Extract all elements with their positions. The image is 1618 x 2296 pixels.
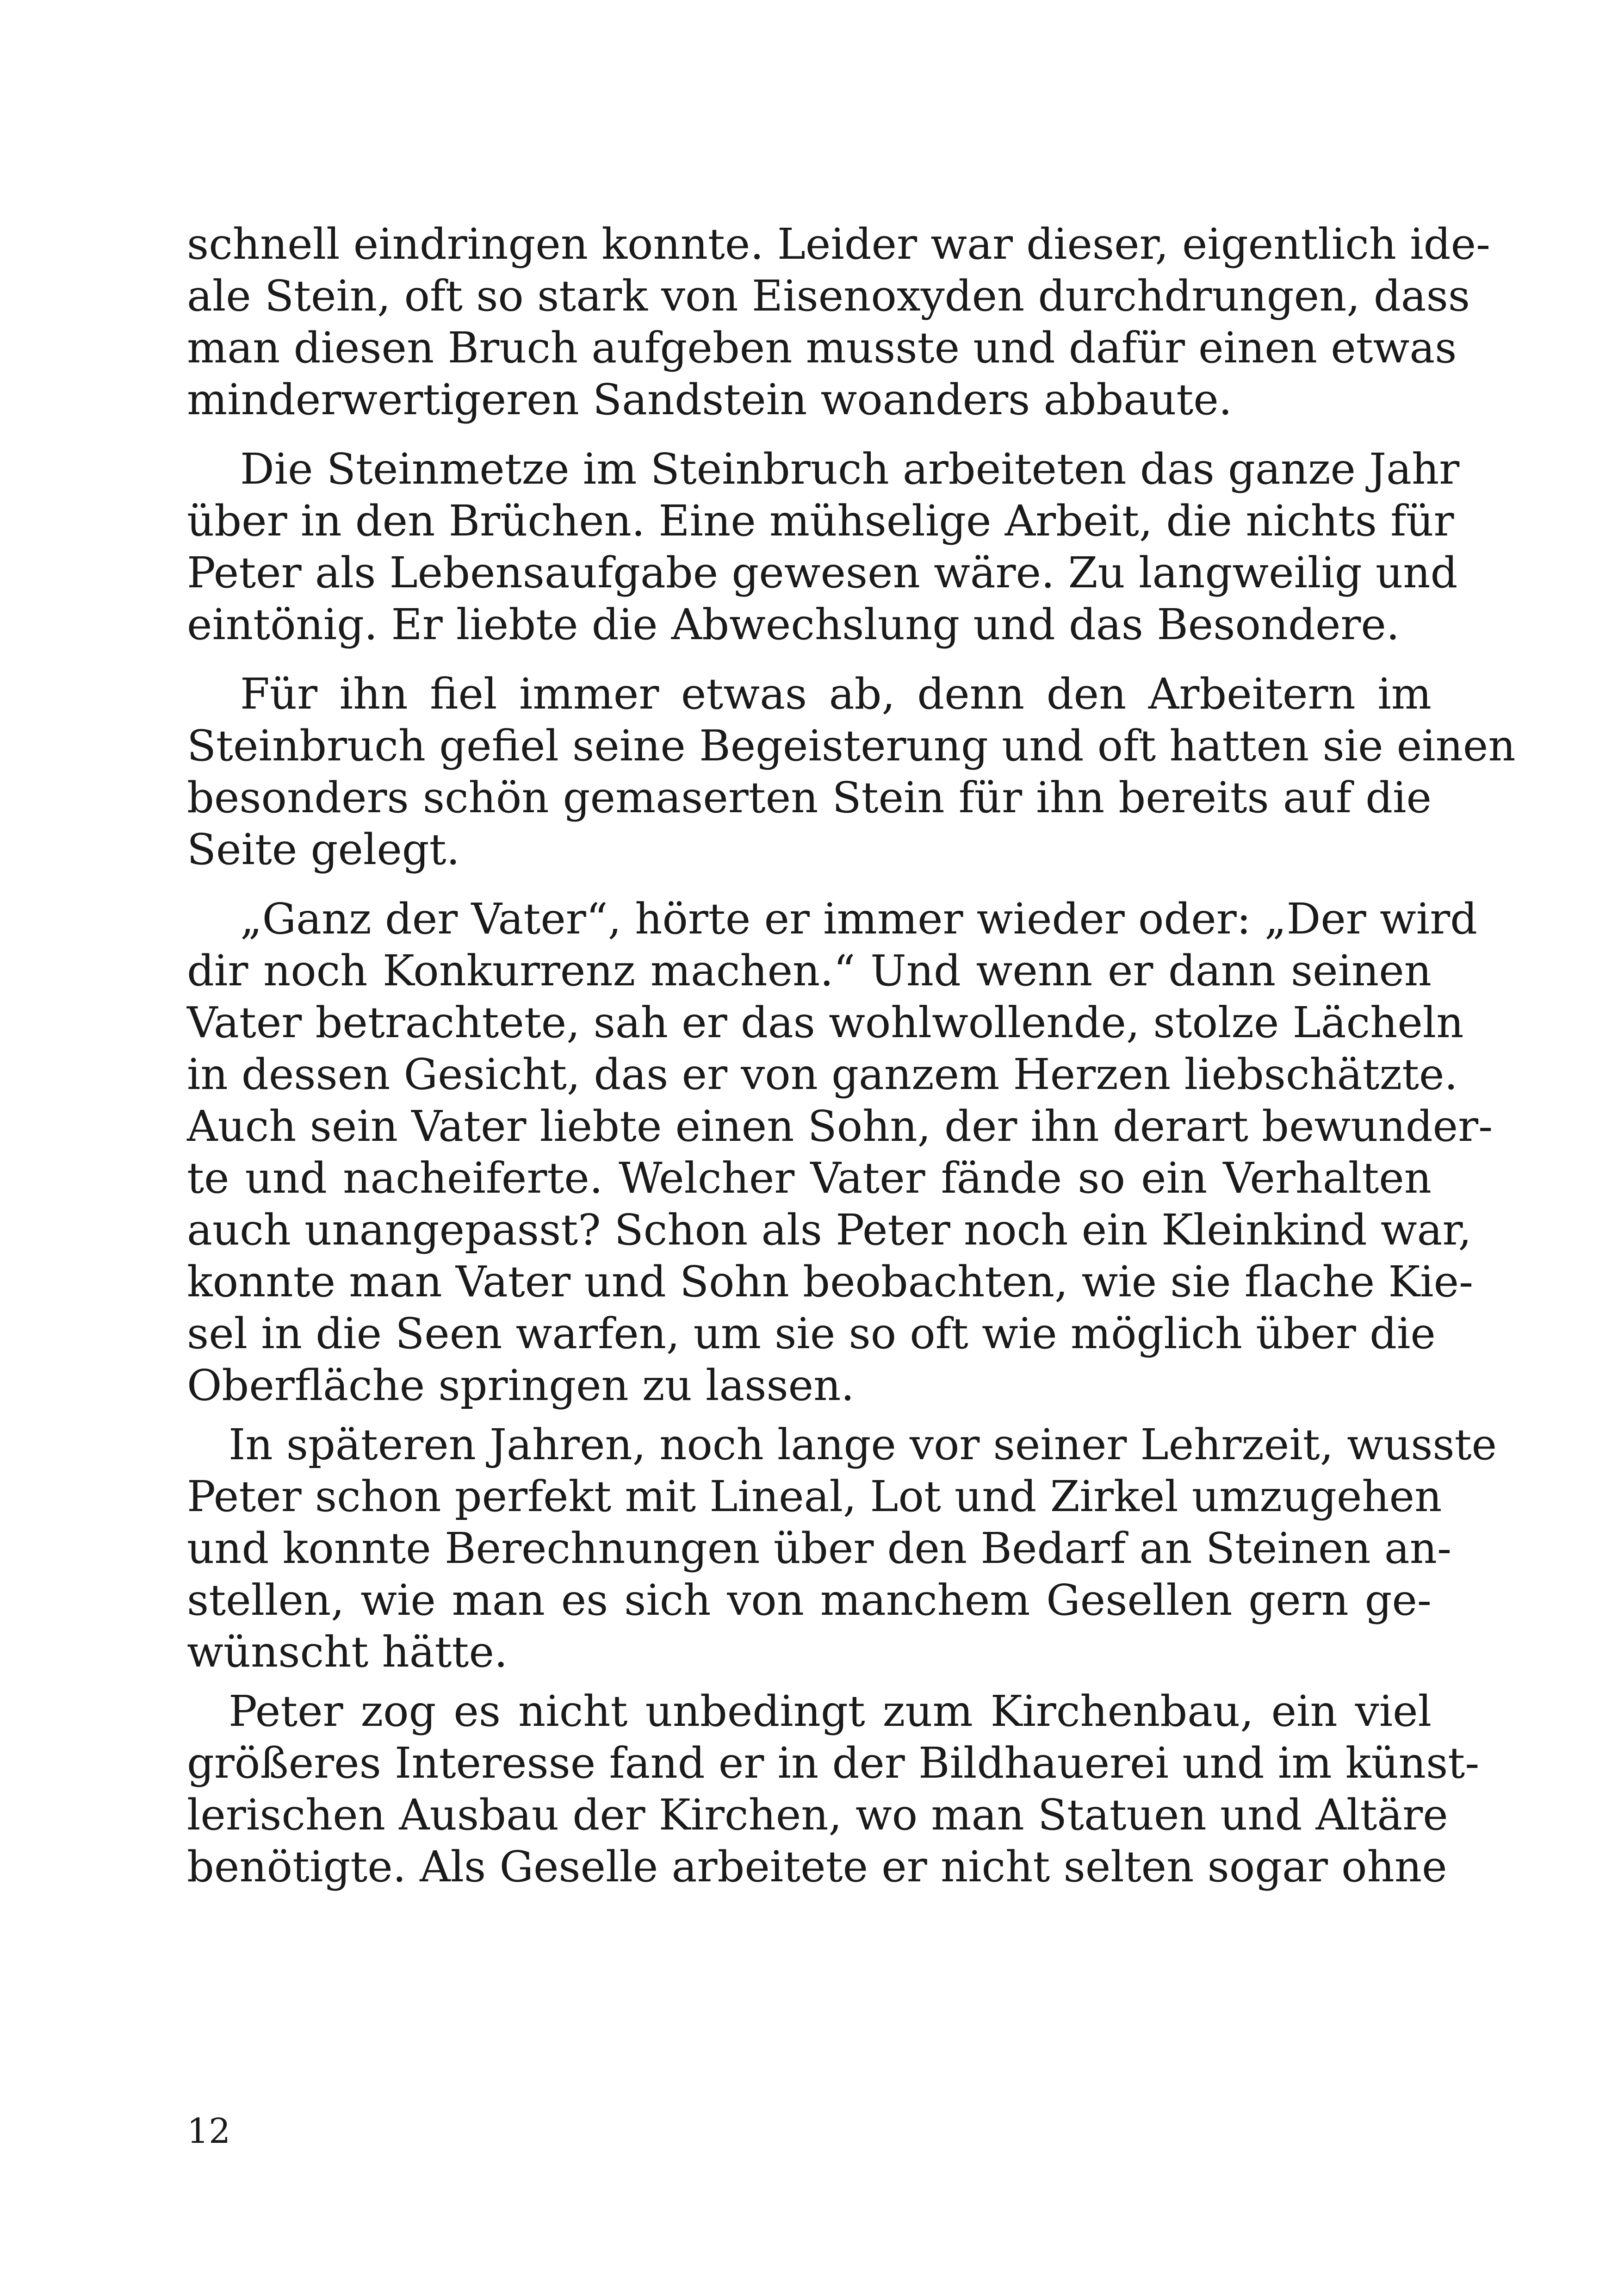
paragraph-gap [187, 1412, 1432, 1419]
text-line: benötigte. Als Geselle arbeitete er nicht selten sogar ohne [187, 1842, 1447, 1892]
text-line: besonders schön gemaserten Stein für ihn bereits auf die [187, 773, 1432, 822]
text-line: dir noch Konkurrenz machen.“ Und wenn er dann seinen [187, 946, 1432, 996]
text-line: eintönig. Er liebte die Abwechslung und das Besondere. [187, 600, 1400, 649]
text-line: „Ganz der Vater“, hörte er immer wieder oder: „Der wird [240, 894, 1478, 944]
body-text [187, 218, 1516, 1893]
page-number: 12 [187, 2111, 231, 2151]
text-line: schnell eindringen konnte. Leider war dieser, eigentlich ide- [187, 219, 1491, 269]
text-line: Seite gelegt. [187, 825, 460, 874]
text-line: Oberfläche springen zu lassen. [187, 1361, 855, 1410]
text-line: in dessen Gesicht, das er von ganzem Herzen liebschätzte. [187, 1050, 1458, 1099]
paragraph-gap [187, 426, 1432, 443]
text-line: man diesen Bruch aufgeben musste und dafür einen etwas [187, 323, 1457, 373]
text-line: Für ihn fiel immer etwas ab, denn den Arbeitern im [240, 669, 1432, 719]
text-line: konnte man Vater und Sohn beobachten, wie sie flache Kie- [187, 1257, 1474, 1307]
text-line: minderwertigeren Sandstein woanders abbaute. [187, 375, 1233, 424]
text-line: sel in die Seen warfen, um sie so oft wie möglich über die [187, 1309, 1436, 1358]
text-line: Die Steinmetze im Steinbruch arbeiteten das ganze Jahr [240, 444, 1460, 494]
text-line: ale Stein, oft so stark von Eisenoxyden durchdrungen, dass [187, 271, 1470, 321]
text-line: In späteren Jahren, noch lange vor seiner Lehrzeit, wusste [229, 1420, 1497, 1469]
text-line: Auch sein Vater liebte einen Sohn, der ihn derart bewunder- [187, 1101, 1493, 1151]
text-line: größeres Interesse fand er in der Bildhauerei und im künst- [187, 1738, 1480, 1788]
text-line: und konnte Berechnungen über den Bedarf an Steinen an- [187, 1524, 1452, 1573]
text-line: Peter als Lebensaufgabe gewesen wäre. Zu langweilig und [187, 548, 1458, 597]
text-line: Peter schon perfekt mit Lineal, Lot und Zirkel umzugehen [187, 1472, 1442, 1521]
text-line: Vater betrachtete, sah er das wohlwollende, stolze Lächeln [187, 998, 1464, 1047]
text-line: Steinbruch gefiel seine Begeisterung und oft hatten sie einen [187, 721, 1516, 771]
text-line: lerischen Ausbau der Kirchen, wo man Statuen und Altäre [187, 1790, 1448, 1840]
text-line: stellen, wie man es sich von manchem Gesellen gern ge- [187, 1575, 1432, 1625]
paragraph-gap [187, 876, 1432, 893]
text-line: Peter zog es nicht unbedingt zum Kirchenbau, ein viel [229, 1686, 1432, 1736]
paragraph-gap [187, 651, 1432, 668]
text-line: te und nacheiferte. Welcher Vater fände so ein Verhalten [187, 1153, 1432, 1203]
text-line: wünscht hätte. [187, 1627, 508, 1677]
paragraph-gap [187, 1678, 1432, 1686]
text-line: über in den Brüchen. Eine mühselige Arbeit, die nichts für [187, 496, 1454, 546]
text-line: auch unangepasst? Schon als Peter noch ein Kleinkind war, [187, 1205, 1472, 1255]
